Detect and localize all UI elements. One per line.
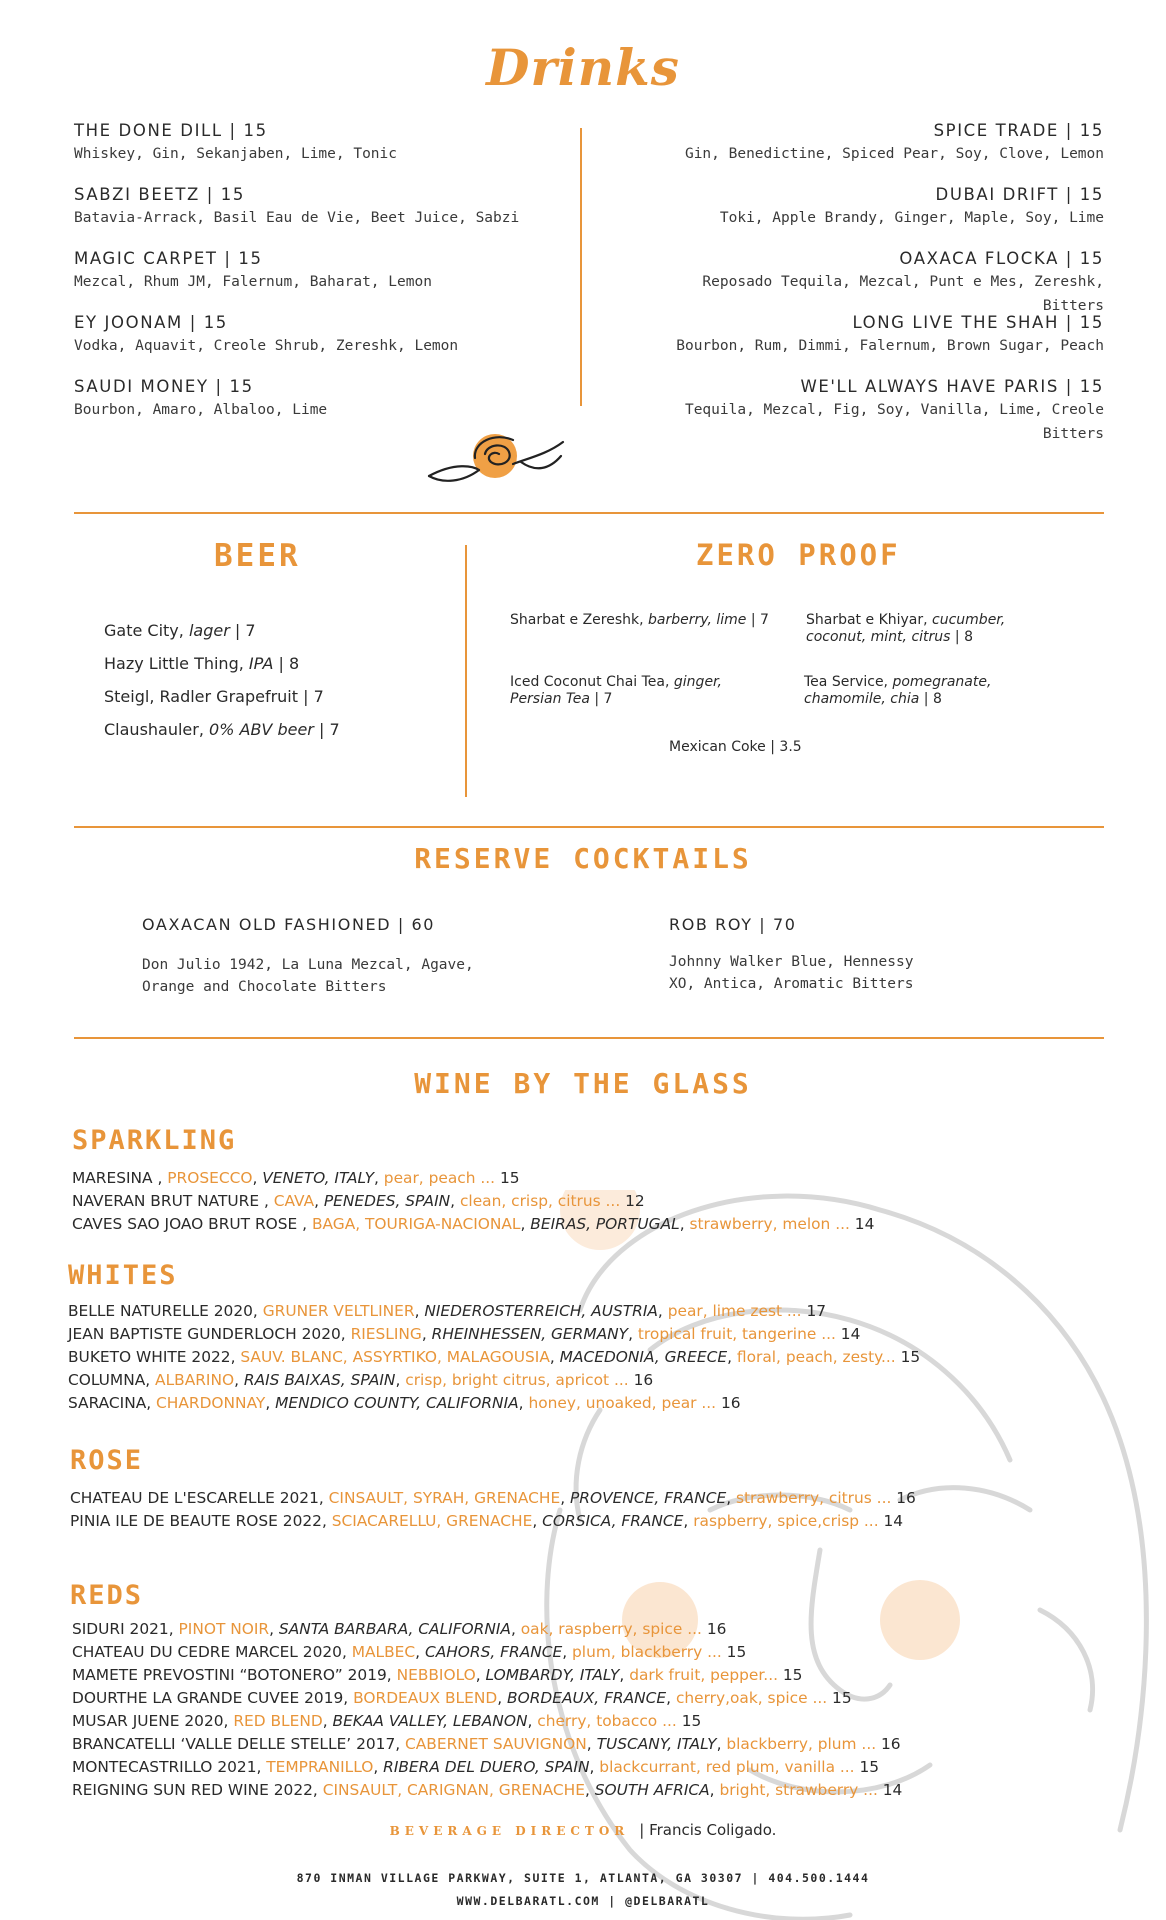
wine-producer: REIGNING SUN RED WINE 2022, [72,1781,323,1799]
rose-heading: ROSE [70,1445,144,1476]
cocktail-desc: Whiskey, Gin, Sekanjaben, Lime, Tonic [74,146,398,162]
wine-grape: RIESLING [350,1325,422,1343]
zp-name: Mexican Coke [669,739,766,755]
zp-price: | 7 [594,691,613,707]
zp-notes: cucumber, coconut, mint, citrus [806,612,1006,645]
wine-notes: cherry,oak, spice ... [675,1689,828,1707]
beer-price: | 7 [318,720,340,739]
wine-item: BRANCATELLI ‘VALLE DELLE STELLE’ 2017, CABERNET SAUVIGNON, TUSCANY, ITALY, blackberry, plum ... 16 [72,1735,901,1753]
beer-price: | 7 [234,621,256,640]
cocktail-desc: Toki, Apple Brandy, Ginger, Maple, Soy, Lime [719,210,1104,226]
zero-proof-item [510,612,770,629]
wine-grape: CHARDONNAY [156,1394,266,1412]
zero-proof-item [669,739,929,756]
reserve-item-name: ROB ROY | 70 [669,915,797,934]
beer-item [104,653,464,686]
section-divider [74,826,1104,828]
wine-notes: honey, unoaked, pear ... [528,1394,717,1412]
director-name: | Francis Coligado. [639,1821,777,1839]
wine-notes: plum, blackberry ... [572,1643,722,1661]
wine-item: MARESINA , PROSECCO, VENETO, ITALY, pear, peach ... 15 [72,1169,520,1187]
cocktail-desc: Reposado Tequila, Mezcal, Punt e Mes, Zereshk, Bitters [702,274,1104,314]
wine-item: BELLE NATURELLE 2020, GRUNER VELTLINER, NIEDEROSTERREICH, AUSTRIA, pear, lime zest ... 17 [68,1302,827,1320]
whites-heading: WHITES [68,1260,178,1291]
section-divider [74,512,1104,514]
beer-style: IPA [248,654,274,673]
reserve-desc-line: Johnny Walker Blue, Hennessy [669,954,914,970]
wine-notes: strawberry, melon ... [689,1215,850,1233]
wine-item: MONTECASTRILLO 2021, TEMPRANILLO, RIBERA DEL DUERO, SPAIN, blackcurrant, red plum, vanilla ... 15 [72,1758,880,1776]
wine-producer: COLUMNA, [68,1371,156,1389]
wine-price: 15 [681,1712,702,1730]
cocktail-item [634,312,1104,376]
sparkling-list [72,1167,1166,1236]
beer-name: Claushauler, [104,720,204,739]
cocktail-item [74,120,544,184]
wine-producer: CHATEAU DU CEDRE MARCEL 2020, [72,1643,352,1661]
wine-price: 14 [883,1512,904,1530]
wine-item: SIDURI 2021, PINOT NOIR, SANTA BARBARA, CALIFORNIA, oak, raspberry, spice ... 16 [72,1620,727,1638]
wine-notes: strawberry, citrus ... [736,1489,892,1507]
wine-producer: BRANCATELLI ‘VALLE DELLE STELLE’ 2017, [72,1735,406,1753]
wine-item: DOURTHE LA GRANDE CUVEE 2019, BORDEAUX BLEND, BORDEAUX, FRANCE, cherry,oak, spice ... 15 [72,1689,852,1707]
wine-notes: floral, peach, zesty... [736,1348,896,1366]
wine-producer: MUSAR JUENE 2020, [72,1712,234,1730]
zp-notes: ginger, Persian Tea [510,674,722,707]
cocktail-list-left [74,120,544,440]
wine-price: 16 [720,1394,741,1412]
wine-region: NIEDEROSTERREICH, AUSTRIA [424,1302,658,1320]
cocktail-name: SAUDI MONEY | 15 [74,377,254,396]
cocktail-item [74,184,544,248]
wine-region: BEKAA VALLEY, LEBANON [332,1712,528,1730]
cocktail-desc: Batavia-Arrack, Basil Eau de Vie, Beet Juice, Sabzi [74,210,520,226]
cocktail-desc: Vodka, Aquavit, Creole Shrub, Zereshk, Lemon [74,338,459,354]
wine-producer: SIDURI 2021, [72,1620,179,1638]
wine-item: MUSAR JUENE 2020, RED BLEND, BEKAA VALLEY, LEBANON, cherry, tobacco ... 15 [72,1712,702,1730]
zero-proof-heading: ZERO PROOF [696,538,901,572]
wine-price: 16 [896,1489,916,1507]
wine-region: VENETO, ITALY [262,1169,374,1187]
wine-by-the-glass-heading: WINE BY THE GLASS [414,1067,752,1100]
cocktail-item [634,376,1104,440]
wine-region: SANTA BARBARA, CALIFORNIA [278,1620,511,1638]
wine-region: MENDICO COUNTY, CALIFORNIA [275,1394,519,1412]
wine-grape: CAVA [273,1192,315,1210]
cocktail-item [634,184,1104,248]
cocktail-name: MAGIC CARPET | 15 [74,249,263,268]
wine-price: 15 [782,1666,803,1684]
wine-producer: NAVERAN BRUT NATURE , [72,1192,274,1210]
beer-item [104,620,464,653]
wine-producer: SARACINA, [68,1394,157,1412]
wine-region: RAIS BAIXAS, SPAIN [243,1371,396,1389]
zp-notes: barberry, lime [648,612,747,628]
address: 870 INMAN VILLAGE PARKWAY, SUITE 1, ATLANTA, GA 30307 | 404.500.1444 [296,1871,870,1885]
wine-notes: crisp, bright citrus, apricot ... [405,1371,629,1389]
wine-notes: tropical fruit, tangerine ... [637,1325,836,1343]
cocktail-name: SABZI BEETZ | 15 [74,185,245,204]
cocktail-list-right [634,120,1104,440]
wine-item: SARACINA, CHARDONNAY, MENDICO COUNTY, CALIFORNIA, honey, unoaked, pear ... 16 [68,1394,741,1412]
wine-price: 15 [859,1758,880,1776]
reserve-item-desc [669,951,979,995]
wine-price: 17 [806,1302,827,1320]
zero-proof-item [510,674,770,708]
wine-grape: BORDEAUX BLEND [353,1689,498,1707]
reserve-item-name: OAXACAN OLD FASHIONED | 60 [142,915,436,934]
page-title: Drinks [486,38,680,97]
cocktail-item [634,120,1104,184]
wine-grape: GRUNER VELTLINER [262,1302,415,1320]
wine-region: TUSCANY, ITALY [596,1735,717,1753]
zp-name: Iced Coconut Chai Tea, [510,674,670,690]
wine-item: COLUMNA, ALBARINO, RAIS BAIXAS, SPAIN, crisp, bright citrus, apricot ... 16 [68,1371,654,1389]
column-divider [465,545,467,797]
wine-price: 16 [881,1735,901,1753]
wine-price: 15 [499,1169,520,1187]
wine-price: 16 [706,1620,727,1638]
wine-item: MAMETE PREVOSTINI “BOTONERO” 2019, NEBBIOLO, LOMBARDY, ITALY, dark fruit, pepper... 15 [72,1666,803,1684]
cocktail-desc: Tequila, Mezcal, Fig, Soy, Vanilla, Lime, Creole Bitters [684,402,1104,442]
wine-region: MACEDONIA, GREECE [559,1348,728,1366]
beer-price: | 7 [303,687,324,706]
cocktail-desc: Mezcal, Rhum JM, Falernum, Baharat, Lemon [74,274,432,290]
wine-region: BEIRAS, PORTUGAL [530,1215,680,1233]
wine-price: 14 [854,1215,875,1233]
wine-region: PENEDES, SPAIN [323,1192,451,1210]
beer-style: 0% ABV beer [209,720,314,739]
wine-item: CHATEAU DE L'ESCARELLE 2021, CINSAULT, SYRAH, GRENACHE, PROVENCE, FRANCE, strawberry, citrus ... 16 [70,1489,916,1507]
beer-name: Hazy Little Thing, [104,654,244,673]
beer-name: Steigl, Radler Grapefruit [104,687,299,706]
wine-notes: cherry, tobacco ... [537,1712,677,1730]
zp-name: Sharbat e Khiyar, [806,612,928,628]
wine-price: 14 [840,1325,861,1343]
website-social: WWW.DELBARATL.COM | @DELBARATL [456,1894,710,1908]
wine-notes: dark fruit, pepper... [629,1666,778,1684]
beer-heading: BEER [214,538,301,574]
wine-item: JEAN BAPTISTE GUNDERLOCH 2020, RIESLING, RHEINHESSEN, GERMANY, tropical fruit, tangerine ... 14 [68,1325,861,1343]
beer-item [104,686,464,719]
wine-producer: CAVES SAO JOAO BRUT ROSE , [72,1215,312,1233]
wine-region: RHEINHESSEN, GERMANY [431,1325,629,1343]
wine-region: CORSICA, FRANCE [542,1512,684,1530]
zp-notes: pomegranate, chamomile, chia [804,674,992,707]
zp-price: | 7 [750,612,769,628]
reds-list [72,1618,1166,1802]
zp-name: Tea Service, [804,674,889,690]
reserve-cocktails-heading: RESERVE COCKTAILS [414,842,752,875]
wine-price: 16 [633,1371,654,1389]
wine-producer: MARESINA , [72,1169,168,1187]
zero-proof-item [806,612,1066,646]
cocktail-item [634,248,1104,312]
wine-notes: clean, crisp, citrus ... [459,1192,621,1210]
wine-grape: NEBBIOLO [396,1666,476,1684]
wine-grape: SAUV. BLANC, ASSYRTIKO, MALAGOUSIA [240,1348,550,1366]
wine-price: 14 [882,1781,903,1799]
wine-producer: MAMETE PREVOSTINI “BOTONERO” 2019, [72,1666,397,1684]
wine-producer: BUKETO WHITE 2022, [68,1348,241,1366]
reserve-desc-line: Don Julio 1942, La Luna Mezcal, Agave, [142,957,474,973]
wine-grape: SCIACARELLU, GRENACHE [331,1512,533,1530]
wine-grape: MALBEC [351,1643,416,1661]
wine-notes: pear, lime zest ... [667,1302,802,1320]
zero-proof-item [804,674,1064,708]
cocktail-name: DUBAI DRIFT | 15 [935,185,1104,204]
wine-producer: BELLE NATURELLE 2020, [68,1302,263,1320]
wine-price: 15 [726,1643,747,1661]
wine-region: CAHORS, FRANCE [424,1643,563,1661]
wine-region: LOMBARDY, ITALY [485,1666,620,1684]
section-divider [74,1037,1104,1039]
beer-price: | 8 [278,654,300,673]
reds-heading: REDS [70,1580,144,1611]
beer-list [104,620,464,752]
rose-icon [425,432,565,488]
cocktail-name: OAXACA FLOCKA | 15 [899,249,1104,268]
rose-list [70,1487,1166,1533]
wine-price: 12 [625,1192,645,1210]
wine-producer: JEAN BAPTISTE GUNDERLOCH 2020, [68,1325,351,1343]
cocktail-desc: Bourbon, Rum, Dimmi, Falernum, Brown Sugar, Peach [676,338,1104,354]
cocktail-item [74,312,544,376]
wine-notes: blackberry, plum ... [726,1735,877,1753]
wine-notes: raspberry, spice,crisp ... [693,1512,879,1530]
reserve-desc-line: XO, Antica, Aromatic Bitters [669,976,914,992]
wine-grape: CINSAULT, SYRAH, GRENACHE [328,1489,561,1507]
cocktail-item [74,376,544,440]
cocktail-item [74,248,544,312]
beer-name: Gate City, [104,621,184,640]
cocktail-name: EY JOONAM | 15 [74,313,228,332]
beer-style: lager [188,621,230,640]
wine-producer: PINIA ILE DE BEAUTE ROSE 2022, [70,1512,332,1530]
beverage-director [0,1821,1166,1839]
wine-item: CAVES SAO JOAO BRUT ROSE , BAGA, TOURIGA-NACIONAL, BEIRAS, PORTUGAL, strawberry, melon ... 14 [72,1215,875,1233]
wine-price: 15 [900,1348,921,1366]
wine-region: BORDEAUX, FRANCE [507,1689,667,1707]
reserve-desc-line: Orange and Chocolate Bitters [142,979,387,995]
wine-grape: BAGA, TOURIGA-NACIONAL [311,1215,521,1233]
beer-item [104,719,464,752]
cocktail-name: LONG LIVE THE SHAH | 15 [852,313,1104,332]
cocktail-name: SPICE TRADE | 15 [933,121,1104,140]
wine-item: PINIA ILE DE BEAUTE ROSE 2022, SCIACARELLU, GRENACHE, CORSICA, FRANCE, raspberry, spice,crisp ... 14 [70,1512,904,1530]
wine-notes: pear, peach ... [383,1169,496,1187]
zp-name: Sharbat e Zereshk, [510,612,644,628]
wine-price: 15 [832,1689,852,1707]
cocktail-desc: Gin, Benedictine, Spiced Pear, Soy, Clove, Lemon [684,146,1104,162]
wine-producer: DOURTHE LA GRANDE CUVEE 2019, [72,1689,354,1707]
wine-producer: CHATEAU DE L'ESCARELLE 2021, [70,1489,329,1507]
cocktail-name: WE'LL ALWAYS HAVE PARIS | 15 [800,377,1104,396]
cocktail-name: THE DONE DILL | 15 [74,121,268,140]
wine-item: BUKETO WHITE 2022, SAUV. BLANC, ASSYRTIKO, MALAGOUSIA, MACEDONIA, GREECE, floral, peach, zesty... 15 [68,1348,921,1366]
wine-region: PROVENCE, FRANCE [570,1489,727,1507]
wine-grape: PROSECCO [167,1169,253,1187]
zp-price: | 8 [954,629,973,645]
wine-grape: ALBARINO [155,1371,235,1389]
zp-price: | 8 [923,691,942,707]
wine-grape: PINOT NOIR [178,1620,270,1638]
wine-region: SOUTH AFRICA [594,1781,710,1799]
wine-grape: CABERNET SAUVIGNON [405,1735,587,1753]
wine-grape: CINSAULT, CARIGNAN, GRENACHE [322,1781,585,1799]
wine-item: CHATEAU DU CEDRE MARCEL 2020, MALBEC, CAHORS, FRANCE, plum, blackberry ... 15 [72,1643,747,1661]
wine-notes: blackcurrant, red plum, vanilla ... [599,1758,855,1776]
cocktail-desc: Bourbon, Amaro, Albaloo, Lime [74,402,328,418]
wine-producer: MONTECASTRILLO 2021, [72,1758,267,1776]
whites-list [68,1300,1166,1415]
wine-grape: TEMPRANILLO [266,1758,374,1776]
wine-item: REIGNING SUN RED WINE 2022, CINSAULT, CARIGNAN, GRENACHE, SOUTH AFRICA, bright, strawberry ... 14 [72,1781,903,1799]
reserve-item-desc [142,954,502,998]
wine-notes: oak, raspberry, spice ... [520,1620,702,1638]
wine-notes: bright, strawberry ... [719,1781,878,1799]
director-label: BEVERAGE DIRECTOR [389,1824,630,1838]
column-divider [580,128,582,406]
zp-price: | 3.5 [770,739,802,755]
wine-item: NAVERAN BRUT NATURE , CAVA, PENEDES, SPAIN, clean, crisp, citrus ... 12 [72,1192,645,1210]
wine-region: RIBERA DEL DUERO, SPAIN [383,1758,590,1776]
sparkling-heading: SPARKLING [72,1125,237,1156]
wine-grape: RED BLEND [233,1712,323,1730]
